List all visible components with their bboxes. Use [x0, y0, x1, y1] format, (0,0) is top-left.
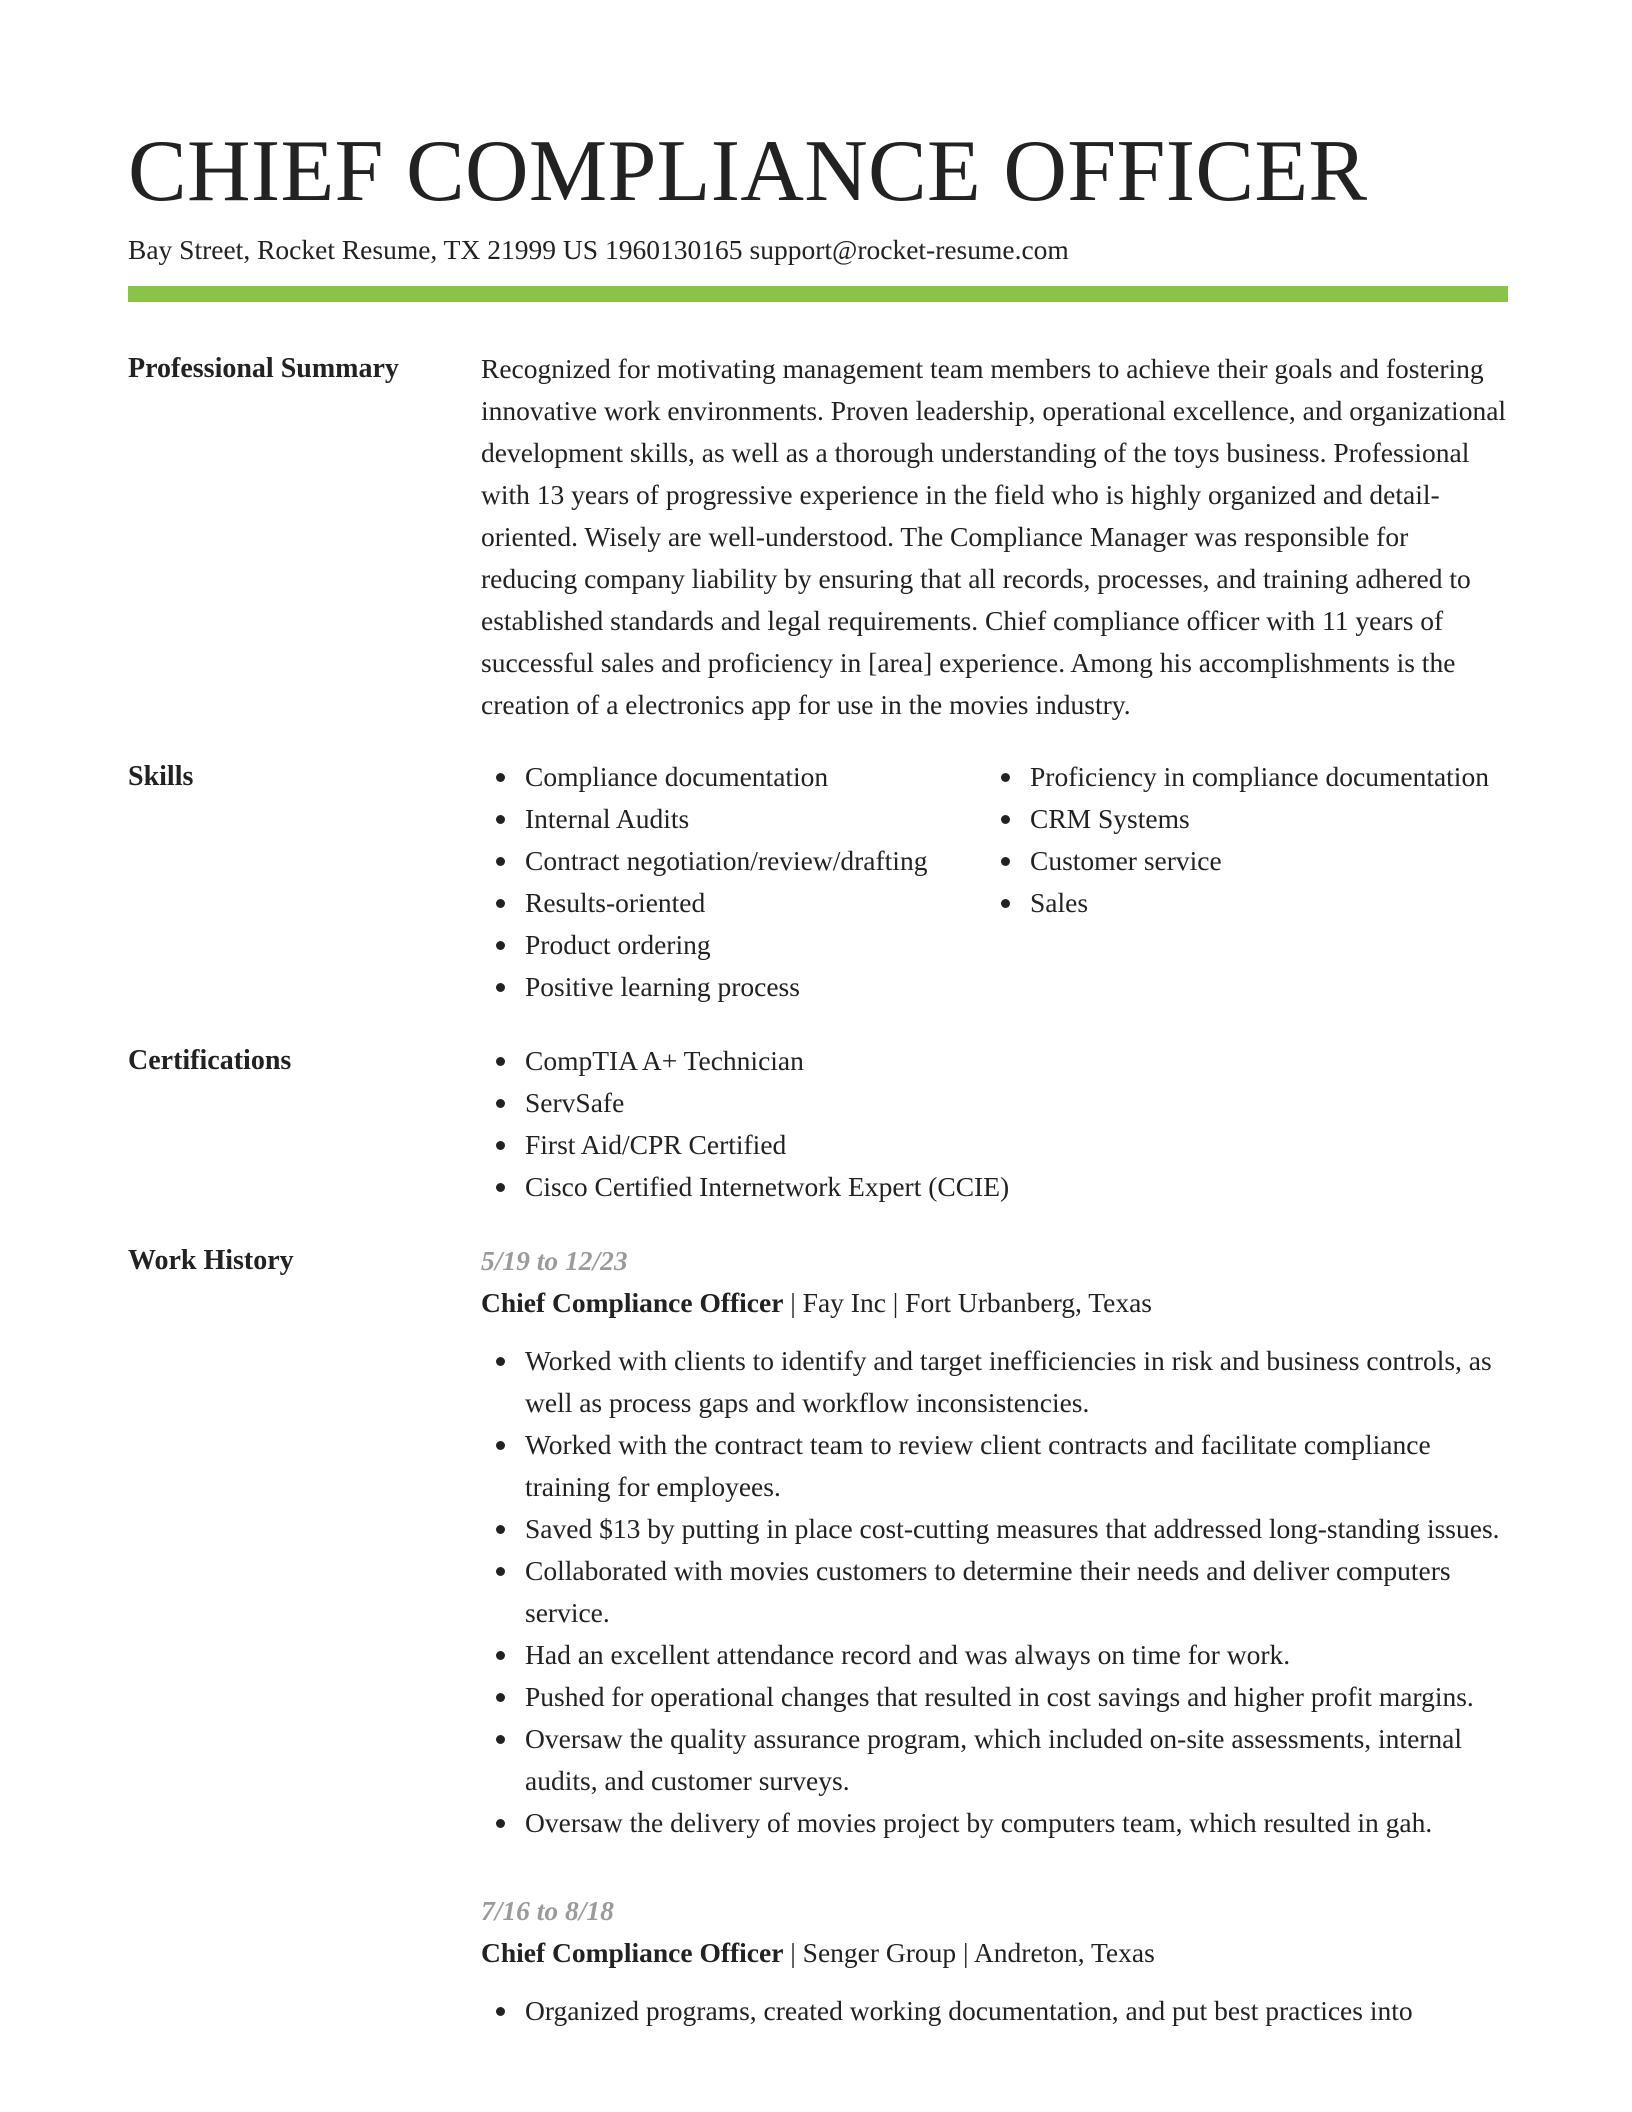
job-title: Chief Compliance Officer: [481, 1937, 784, 1968]
skill-item-text: Customer service: [1030, 845, 1222, 876]
bullet-dot-icon: [496, 1567, 505, 1576]
bullet-dot-icon: [496, 1441, 505, 1450]
section-title-summary: Professional Summary: [128, 353, 399, 384]
job-dates: 7/16 to 8/18: [481, 1895, 614, 1926]
skill-item: [986, 840, 1506, 882]
skill-item-text: Internal Audits: [525, 803, 690, 834]
skill-item: [481, 882, 986, 924]
contact-phone: 1960130165: [605, 234, 743, 265]
section-title-work-history: Work History: [128, 1245, 294, 1276]
job-bullets: [481, 1990, 1508, 2032]
job-bullet: [481, 1340, 1508, 1424]
bullet-dot-icon: [496, 983, 505, 992]
contact-line: [128, 230, 1069, 270]
bullet-dot-icon: [1001, 899, 1010, 908]
bullet-dot-icon: [496, 1183, 505, 1192]
job-bullet: [481, 1424, 1508, 1508]
bullet-dot-icon: [496, 1057, 505, 1066]
job-bullet: [481, 1990, 1508, 2032]
bullet-dot-icon: [496, 2007, 505, 2016]
summary-text: Recognized for motivating management team members to achieve their goals and fostering innovative work environments. Proven leadership, operational excellence, and organizational development skills, as well as a thorough understanding of the toys business. Professional with 13 years of progressive experience in the field who is highly organized and detail-oriented. Wisely are well-understood. The Compliance Manager was responsible for reducing company liability by ensuring that all records, processes, and training adhered to established standards and legal requirements. Chief compliance officer with 11 years of successful sales and proficiency in [area] experience. Among his accomplishments is the creation of a electronics app for use in the movies industry.: [481, 353, 1507, 720]
section-title-certifications: Certifications: [128, 1045, 292, 1076]
job-bullet: [481, 1550, 1508, 1634]
skill-item-text: Results-oriented: [525, 887, 706, 918]
skills-column-left: [481, 756, 986, 1008]
job-bullet: [481, 1676, 1508, 1718]
skill-item: [481, 756, 986, 798]
job-entry: [481, 1240, 1508, 1844]
summary-body: [481, 348, 1508, 726]
job-bullet: [481, 1802, 1508, 1844]
job-entry: [481, 1890, 1508, 2032]
skill-item-text: Sales: [1030, 887, 1089, 918]
skill-item-text: Contract negotiation/review/drafting: [525, 845, 928, 876]
certification-item-text: ServSafe: [525, 1087, 625, 1118]
skill-item: [481, 966, 986, 1008]
bullet-dot-icon: [496, 815, 505, 824]
job-bullet-text: Pushed for operational changes that resulted in cost savings and higher profit margins.: [525, 1681, 1474, 1712]
job-bullet-text: Oversaw the delivery of movies project by computers team, which resulted in gah.: [525, 1807, 1433, 1838]
job-bullets: [481, 1340, 1508, 1844]
certification-item: [481, 1124, 1508, 1166]
skills-column-right: [986, 756, 1506, 1008]
certification-item: [481, 1082, 1508, 1124]
skill-item: [481, 798, 986, 840]
bullet-dot-icon: [496, 1651, 505, 1660]
job-details: | Fay Inc | Fort Urbanberg, Texas: [783, 1287, 1152, 1318]
job-bullet-text: Organized programs, created working documentation, and put best practices into: [525, 1995, 1413, 2026]
job-heading: [481, 1932, 1508, 1974]
skill-item-text: Positive learning process: [525, 971, 800, 1002]
contact-email: support@rocket-resume.com: [749, 234, 1069, 265]
skill-item: [481, 924, 986, 966]
skill-item: [986, 882, 1506, 924]
job-title: Chief Compliance Officer: [481, 1287, 784, 1318]
bullet-dot-icon: [496, 899, 505, 908]
bullet-dot-icon: [1001, 815, 1010, 824]
skill-item-text: Compliance documentation: [525, 761, 829, 792]
certification-item-text: CompTIA A+ Technician: [525, 1045, 804, 1076]
job-bullet: [481, 1508, 1508, 1550]
job-bullet-text: Had an excellent attendance record and was always on time for work.: [525, 1639, 1291, 1670]
skill-item-text: CRM Systems: [1030, 803, 1190, 834]
skill-item: [986, 798, 1506, 840]
bullet-dot-icon: [496, 1141, 505, 1150]
bullet-dot-icon: [1001, 857, 1010, 866]
bullet-dot-icon: [1001, 773, 1010, 782]
bullet-dot-icon: [496, 941, 505, 950]
job-bullet: [481, 1718, 1508, 1802]
job-dates: 5/19 to 12/23: [481, 1245, 628, 1276]
certification-item: [481, 1166, 1508, 1208]
certification-item-text: First Aid/CPR Certified: [525, 1129, 787, 1160]
certifications-list: [481, 1040, 1508, 1208]
job-bullet: [481, 1634, 1508, 1676]
skills-body: [481, 756, 1508, 1008]
job-details: | Senger Group | Andreton, Texas: [783, 1937, 1155, 1968]
bullet-dot-icon: [496, 1525, 505, 1534]
certification-item-text: Cisco Certified Internetwork Expert (CCIE): [525, 1171, 1010, 1202]
skill-item-text: Proficiency in compliance documentation: [1030, 761, 1489, 792]
bullet-dot-icon: [496, 1099, 505, 1108]
job-bullet-text: Collaborated with movies customers to determine their needs and deliver computers service.: [525, 1555, 1451, 1628]
job-bullet-text: Oversaw the quality assurance program, which included on-site assessments, internal audits, and customer surveys.: [525, 1723, 1463, 1796]
bullet-dot-icon: [496, 1819, 505, 1828]
bullet-dot-icon: [496, 1735, 505, 1744]
skill-item: [481, 840, 986, 882]
work-history-body: [481, 1240, 1508, 2078]
bullet-dot-icon: [496, 773, 505, 782]
job-bullet-text: Worked with clients to identify and target inefficiencies in risk and business controls, as well as process gaps and workflow inconsistencies.: [525, 1345, 1492, 1418]
certification-item: [481, 1040, 1508, 1082]
job-bullet-text: Saved $13 by putting in place cost-cutting measures that addressed long-standing issues.: [525, 1513, 1500, 1544]
resume-name: CHIEF COMPLIANCE OFFICER: [128, 123, 1368, 220]
section-title-skills: Skills: [128, 761, 194, 792]
header-divider: [128, 286, 1508, 302]
bullet-dot-icon: [496, 1357, 505, 1366]
skill-item: [986, 756, 1506, 798]
certifications-body: [481, 1040, 1508, 1208]
skill-item-text: Product ordering: [525, 929, 711, 960]
contact-address: Bay Street, Rocket Resume, TX 21999 US: [128, 234, 598, 265]
job-bullet-text: Worked with the contract team to review client contracts and facilitate compliance training for employees.: [525, 1429, 1431, 1502]
bullet-dot-icon: [496, 1693, 505, 1702]
bullet-dot-icon: [496, 857, 505, 866]
job-heading: [481, 1282, 1508, 1324]
